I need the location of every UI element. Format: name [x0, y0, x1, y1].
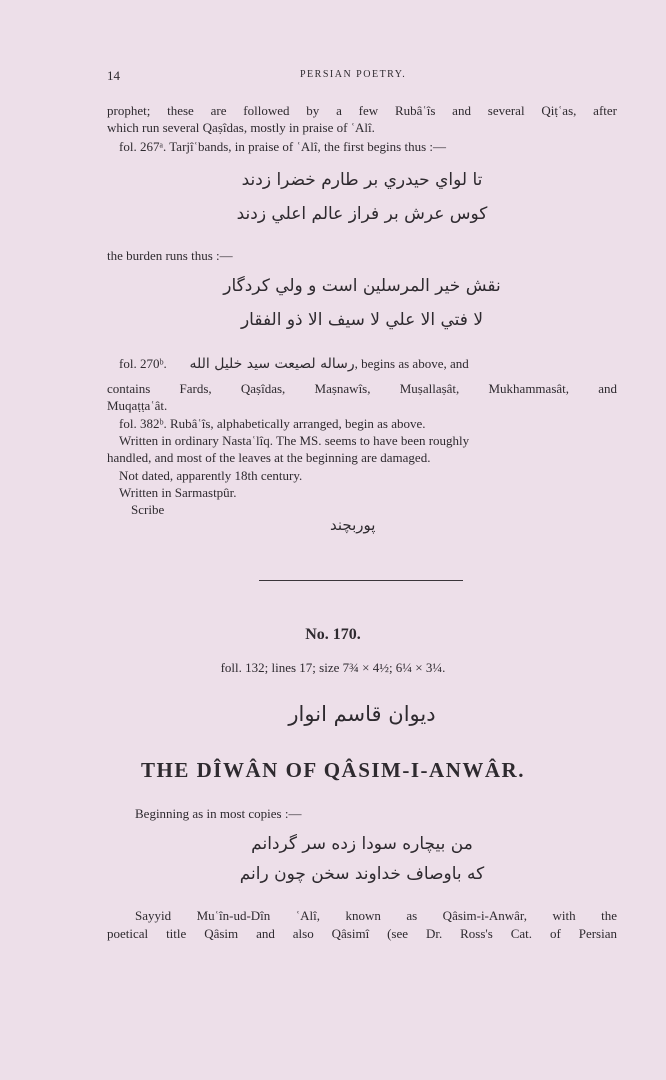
- persian-verse-line: كه باوصاف خداوند سخن چون رانم: [239, 864, 485, 884]
- persian-verse-line: من بيچاره سودا زده سر گردانم: [251, 834, 473, 854]
- text-line: prophet; these are followed by a few Rubâʿîs and several Qiṭʿas, after: [107, 103, 617, 118]
- text-fragment: , begins as above, and: [354, 356, 469, 371]
- fol-ref: fol. 270ᵇ.: [119, 356, 167, 371]
- entry-folio-info: foll. 132; lines 17; size 7¾ × 4½; 6¼ × 3¼.: [220, 660, 446, 675]
- persian-verse-line: تا لواي حيدري بر طارم خضرا زدند: [241, 170, 483, 190]
- persian-verse-line: نقش خير المرسلين است و ولي كردگار: [223, 276, 501, 296]
- persian-entry-title: ديوان قاسم انوار: [288, 702, 436, 726]
- persian-inline-title: رساله لصيعت سيد خليل الله: [189, 356, 355, 372]
- entry-number: No. 170.: [305, 626, 361, 643]
- text-line: Not dated, apparently 18th century.: [119, 468, 303, 483]
- text-line: Beginning as in most copies :—: [135, 806, 302, 821]
- text-line: the burden runs thus :—: [107, 248, 233, 263]
- text-line: fol. 267ᵃ. Tarjîʿbands, in praise of ʿAlî, the first begins thus :—: [119, 139, 446, 154]
- entry-title: THE DÎWÂN OF QÂSIM-I-ANWÂR.: [141, 758, 525, 782]
- persian-verse-line: كوس عرش بر فراز عالم اعلي زدند: [236, 204, 488, 224]
- scribe-label: Scribe: [131, 502, 165, 517]
- text-line: which run several Qaṣîdas, mostly in praise of ʿAlî.: [107, 120, 375, 135]
- text-line: Sayyid Muʿîn-ud-Dîn ʿAlî, known as Qâsim-i-Anwâr, with the: [135, 908, 617, 923]
- page-number: 14: [107, 68, 120, 83]
- text-line: Muqaṭṭaʿât.: [107, 398, 168, 413]
- text-line: [119, 356, 617, 372]
- text-line: poetical title Qâsim and also Qâsimî (see Dr. Ross's Cat. of Persian: [107, 926, 617, 941]
- text-line: fol. 382ᵇ. Rubâʿîs, alphabetically arranged, begin as above.: [119, 416, 426, 431]
- scribe-name: پوربچند: [330, 516, 376, 534]
- text-line: Written in Sarmastpûr.: [119, 485, 237, 500]
- text-line: handled, and most of the leaves at the beginning are damaged.: [107, 450, 431, 465]
- text-line: Written in ordinary Nastaʿlîq. The MS. seems to have been roughly: [119, 433, 470, 448]
- running-title: PERSIAN POETRY.: [300, 69, 407, 80]
- section-divider: [259, 580, 463, 581]
- text-line: contains Fards, Qaṣîdas, Maṣnawîs, Muṣallaṣât, Mukhammasât, and: [107, 381, 617, 396]
- persian-verse-line: لا فتي الا علي لا سيف الا ذو الفقار: [240, 310, 484, 330]
